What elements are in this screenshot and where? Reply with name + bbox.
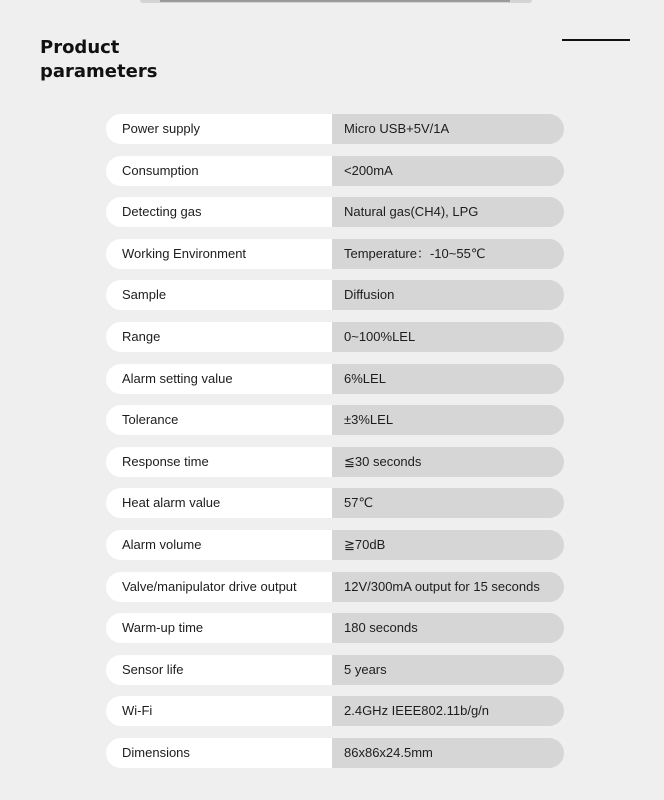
- parameter-value: Micro USB+5V/1A: [332, 114, 564, 144]
- parameter-label: Working Environment: [106, 239, 332, 269]
- parameter-row-alarm-setting-value: [106, 364, 564, 394]
- parameter-value: 2.4GHz IEEE802.11b/g/n: [332, 696, 564, 726]
- parameter-row-consumption: [106, 156, 564, 186]
- parameter-row-heat-alarm-value: [106, 488, 564, 518]
- parameter-value: 6%LEL: [332, 364, 564, 394]
- parameter-row-sensor-life: [106, 655, 564, 685]
- parameter-row-tolerance: [106, 405, 564, 435]
- parameter-label: Valve/manipulator drive output: [106, 572, 332, 602]
- parameter-value: ≧70dB: [332, 530, 564, 560]
- parameter-row-detecting-gas: [106, 197, 564, 227]
- parameter-label: Tolerance: [106, 405, 332, 435]
- parameter-value: ≦30 seconds: [332, 447, 564, 477]
- parameter-row-valve-drive-output: [106, 572, 564, 602]
- parameters-table: [106, 114, 564, 780]
- parameter-value: 57℃: [332, 488, 564, 518]
- parameter-value: Temperature：-10~55℃: [332, 239, 564, 269]
- parameter-label: Response time: [106, 447, 332, 477]
- parameter-label: Warm-up time: [106, 613, 332, 643]
- parameter-label: Range: [106, 322, 332, 352]
- parameter-label: Wi-Fi: [106, 696, 332, 726]
- parameter-label: Heat alarm value: [106, 488, 332, 518]
- parameter-row-wi-fi: [106, 696, 564, 726]
- parameter-label: Alarm volume: [106, 530, 332, 560]
- parameter-row-warm-up-time: [106, 613, 564, 643]
- parameter-label: Power supply: [106, 114, 332, 144]
- parameter-value: ±3%LEL: [332, 405, 564, 435]
- parameter-value: 86x86x24.5mm: [332, 738, 564, 768]
- parameter-label: Consumption: [106, 156, 332, 186]
- header-divider: [562, 39, 630, 41]
- parameter-value: Diffusion: [332, 280, 564, 310]
- parameter-label: Alarm setting value: [106, 364, 332, 394]
- parameter-value: <200mA: [332, 156, 564, 186]
- parameter-value: Natural gas(CH4), LPG: [332, 197, 564, 227]
- parameter-label: Sensor life: [106, 655, 332, 685]
- parameter-row-range: [106, 322, 564, 352]
- parameter-row-sample: [106, 280, 564, 310]
- parameter-label: Dimensions: [106, 738, 332, 768]
- parameter-row-dimensions: [106, 738, 564, 768]
- parameter-row-power-supply: [106, 114, 564, 144]
- page-title-line-2: parameters: [40, 61, 158, 82]
- parameter-row-alarm-volume: [106, 530, 564, 560]
- top-decorative-line: [160, 0, 510, 2]
- page-title: [40, 36, 157, 84]
- parameter-row-working-environment: [106, 239, 564, 269]
- parameter-value: 5 years: [332, 655, 564, 685]
- page-title-line-1: Product: [40, 37, 120, 58]
- parameter-label: Detecting gas: [106, 197, 332, 227]
- parameter-row-response-time: [106, 447, 564, 477]
- parameter-label: Sample: [106, 280, 332, 310]
- parameter-value: 0~100%LEL: [332, 322, 564, 352]
- parameter-value: 180 seconds: [332, 613, 564, 643]
- parameter-value: 12V/300mA output for 15 seconds: [332, 572, 564, 602]
